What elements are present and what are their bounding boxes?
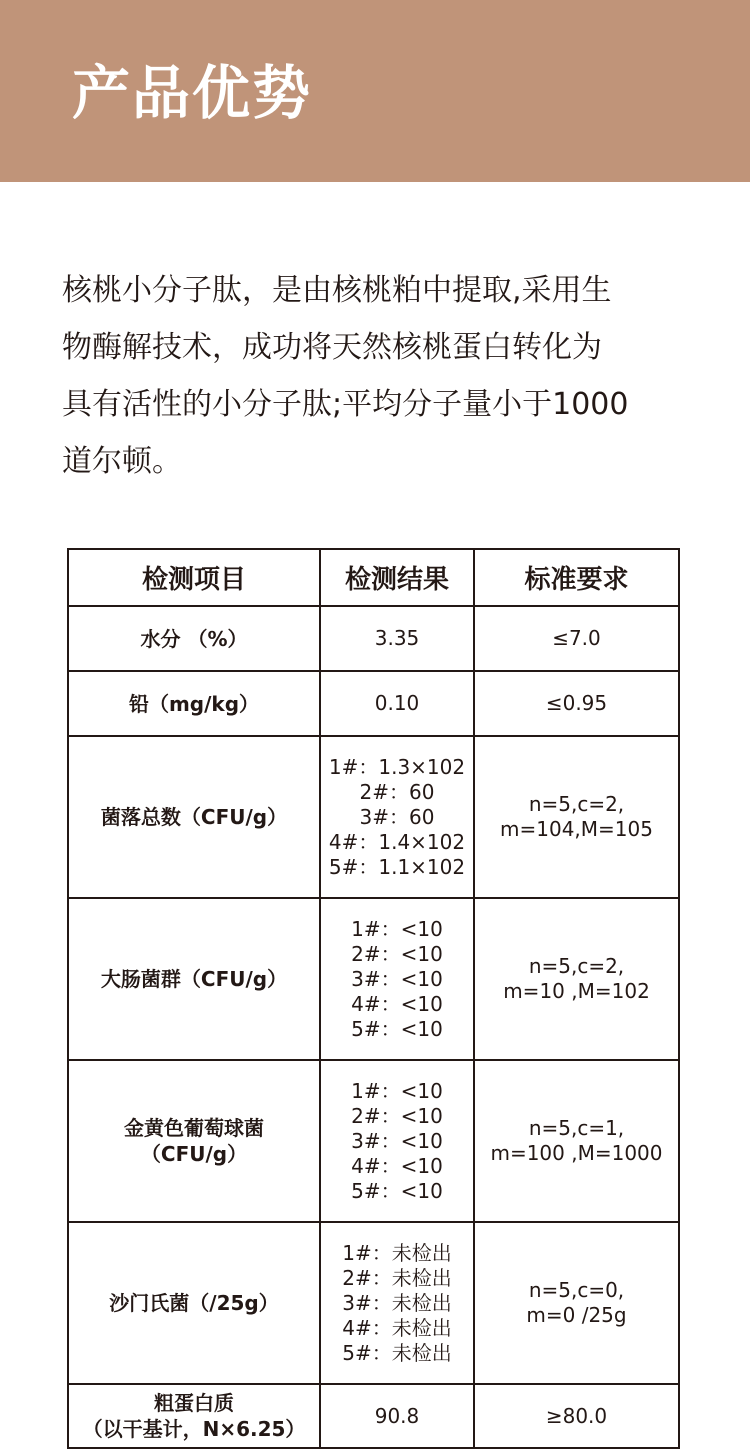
table-row xyxy=(68,736,679,898)
result-text: 1#：未检出 xyxy=(342,1240,452,1265)
result-text: 2#：<10 xyxy=(351,941,443,966)
intro-line: 核桃小分子肽，是由核桃粕中提取,采用生 xyxy=(62,273,612,308)
item-text: 粗蛋白质 xyxy=(154,1391,234,1415)
item-text: （以干基计，N×6.25） xyxy=(82,1417,306,1441)
standard-text: n=5,c=2, xyxy=(528,792,625,816)
result-text: 3#：60 xyxy=(359,804,435,829)
row-standard xyxy=(474,898,679,1060)
row-item xyxy=(68,736,320,898)
result-text: 5#：未检出 xyxy=(342,1340,452,1365)
row-result xyxy=(320,898,474,1060)
result-text: 4#：1.4×102 xyxy=(328,829,466,854)
row-item xyxy=(68,606,320,671)
row-item xyxy=(68,1384,320,1448)
result-text: 0.10 xyxy=(374,691,420,715)
standard-text: m=100 ,M=1000 xyxy=(490,1141,663,1165)
result-text: 3#：<10 xyxy=(351,966,443,991)
item-text: 菌落总数（CFU/g） xyxy=(100,805,288,829)
result-text: 3#：未检出 xyxy=(342,1290,452,1315)
header-test-item: 检测项目 xyxy=(68,549,320,606)
row-standard xyxy=(474,671,679,736)
header-banner xyxy=(0,0,750,182)
header-test-result: 检测结果 xyxy=(320,549,474,606)
row-standard xyxy=(474,1384,679,1448)
standard-text: m=10 ,M=102 xyxy=(503,979,650,1003)
row-result xyxy=(320,671,474,736)
result-text: 1#：1.3×102 xyxy=(328,754,466,779)
result-text: 3#：<10 xyxy=(351,1128,443,1153)
result-text: 2#：未检出 xyxy=(342,1265,452,1290)
result-text: 4#：未检出 xyxy=(342,1315,452,1340)
intro-line: 物酶解技术，成功将天然核桃蛋白转化为 xyxy=(62,330,602,365)
intro-line: 具有活性的小分子肽;平均分子量小于1000 xyxy=(62,387,629,422)
row-result xyxy=(320,606,474,671)
row-item xyxy=(68,898,320,1060)
row-standard xyxy=(474,1060,679,1222)
result-text: 90.8 xyxy=(374,1403,420,1428)
row-item xyxy=(68,1060,320,1222)
result-text: 3.35 xyxy=(374,626,420,650)
table-row xyxy=(68,671,679,736)
header-standard: 标准要求 xyxy=(474,549,679,606)
row-item xyxy=(68,1222,320,1384)
row-standard xyxy=(474,1222,679,1384)
item-text: 水分 （%） xyxy=(140,626,248,651)
row-standard xyxy=(474,736,679,898)
standard-text: n=5,c=1, xyxy=(528,1116,625,1140)
standard-text: ≥80.0 xyxy=(545,1403,608,1428)
test-results-table xyxy=(67,548,680,1449)
row-result xyxy=(320,1384,474,1448)
result-text: 5#：<10 xyxy=(351,1016,443,1041)
item-text: 铅（mg/kg） xyxy=(128,691,260,716)
standard-text: n=5,c=0, xyxy=(528,1278,625,1302)
table-row xyxy=(68,606,679,671)
row-standard xyxy=(474,606,679,671)
table-row xyxy=(68,1222,679,1384)
result-text: 5#：1.1×102 xyxy=(328,854,466,879)
table-row xyxy=(68,898,679,1060)
standard-text: ≤7.0 xyxy=(552,626,601,650)
item-text: 沙门氏菌（/25g） xyxy=(109,1291,279,1315)
result-text: 5#：<10 xyxy=(351,1178,443,1203)
result-text: 1#：<10 xyxy=(351,916,443,941)
result-text: 2#：60 xyxy=(359,779,435,804)
result-text: 4#：<10 xyxy=(351,991,443,1016)
section-title: 产品优势 xyxy=(72,59,313,127)
result-text: 1#：<10 xyxy=(351,1078,443,1103)
standard-text: ≤0.95 xyxy=(545,691,608,715)
standard-text: m=0 /25g xyxy=(526,1303,627,1327)
intro-paragraph xyxy=(62,262,702,490)
item-text: （CFU/g） xyxy=(140,1142,248,1166)
item-text: 大肠菌群（CFU/g） xyxy=(100,967,288,991)
standard-text: m=104,M=105 xyxy=(500,817,653,841)
row-result xyxy=(320,1060,474,1222)
row-result xyxy=(320,1222,474,1384)
table-row xyxy=(68,1384,679,1448)
intro-line: 道尔顿。 xyxy=(62,444,182,479)
result-text: 2#：<10 xyxy=(351,1103,443,1128)
table-row xyxy=(68,1060,679,1222)
row-result xyxy=(320,736,474,898)
table-header-row xyxy=(68,549,679,606)
result-text: 4#：<10 xyxy=(351,1153,443,1178)
row-item xyxy=(68,671,320,736)
item-text: 金黄色葡萄球菌 xyxy=(124,1116,264,1140)
standard-text: n=5,c=2, xyxy=(528,954,625,978)
